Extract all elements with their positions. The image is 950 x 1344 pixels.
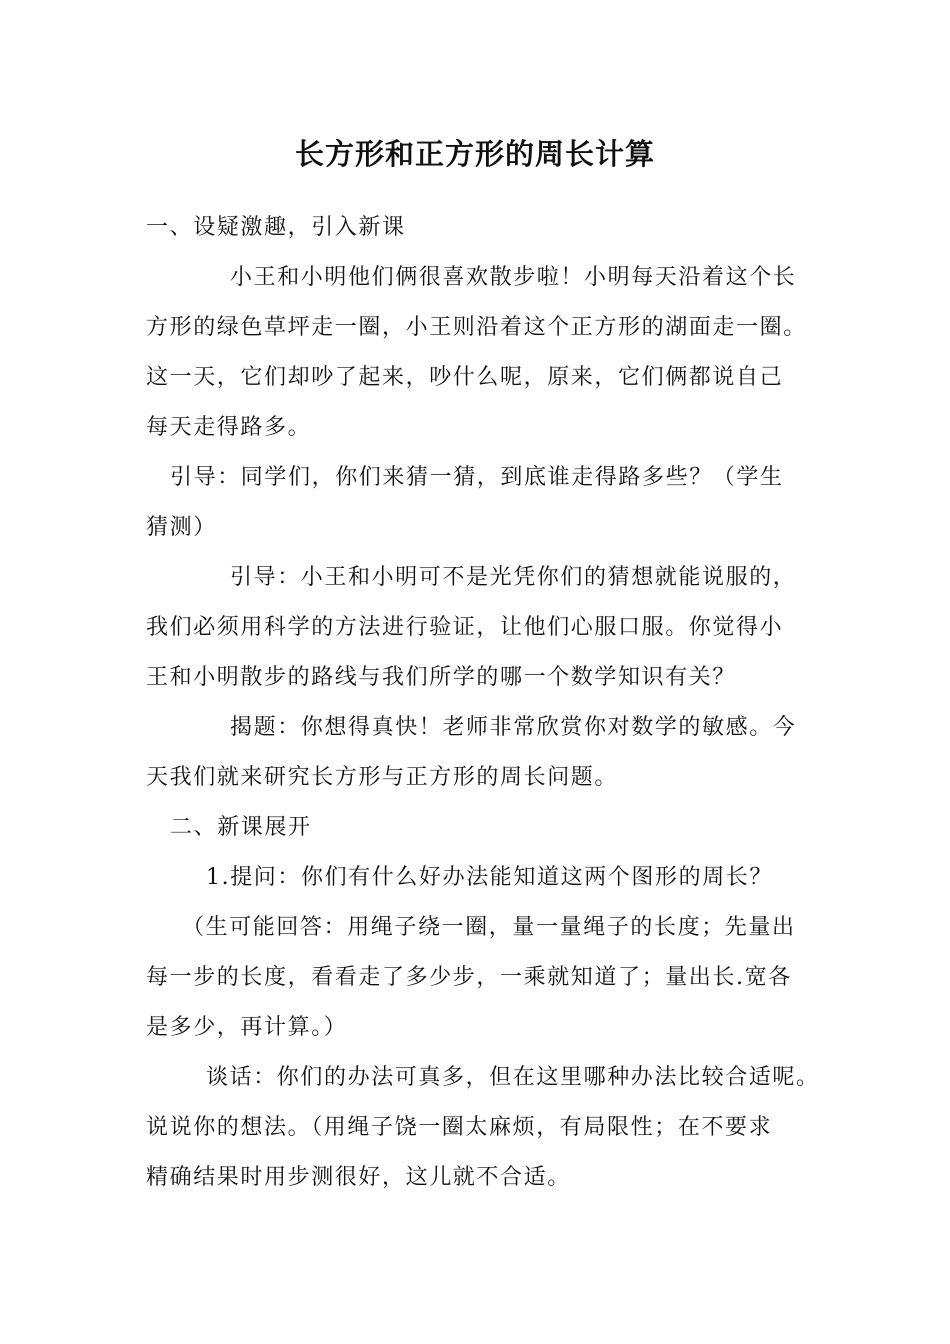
paragraph-line: 揭题：你想得真快！老师非常欣赏你对数学的敏感。今: [230, 715, 797, 740]
paragraph-line: 天我们就来研究长方形与正方形的周长问题。: [146, 765, 619, 790]
paragraph-line: 1.提问：你们有什么好办法能知道这两个图形的周长？: [206, 865, 773, 890]
paragraph-line: 每一步的长度，看看走了多少步，一乘就知道了；量出长.宽各: [146, 965, 792, 990]
paragraph-line: 是多少，再计算。）: [146, 1015, 348, 1040]
paragraph-line: 王和小明散步的路线与我们所学的哪一个数学知识有关？: [146, 665, 737, 690]
paragraph-line: 引导：小王和小明可不是光凭你们的猜想就能说服的，: [230, 565, 797, 590]
paragraph-line: （生可能回答：用绳子绕一圈，量一量绳子的长度；先量出: [182, 915, 796, 940]
paragraph-line: 每天走得路多。: [146, 415, 312, 440]
paragraph-line: 小王和小明他们俩很喜欢散步啦！小明每天沿着这个长: [230, 265, 797, 290]
paragraph-line: 猜测）: [146, 515, 217, 540]
section-heading-1: 一、设疑激趣，引入新课: [146, 215, 406, 240]
paragraph-line: 精确结果时用步测很好，这儿就不合适。: [146, 1165, 571, 1190]
paragraph-line: 这一天，它们却吵了起来，吵什么呢，原来，它们俩都说自己: [146, 365, 784, 390]
paragraph-line: 说说你的想法。（用绳子饶一圈太麻烦，有局限性；在不要求: [146, 1115, 773, 1140]
paragraph-line: 谈话：你们的办法可真多，但在这里哪种办法比较合适呢。: [206, 1065, 820, 1090]
paragraph-line: 我们必须用科学的方法进行验证，让他们心服口服。你觉得小: [146, 615, 784, 640]
paragraph-line: 引导：同学们，你们来猜一猜，到底谁走得路多些？（学生: [170, 465, 784, 490]
paragraph-line: 方形的绿色草坪走一圈，小王则沿着这个正方形的湖面走一圈。: [146, 315, 807, 340]
section-heading-2: 二、新课展开: [170, 815, 312, 840]
document-title: 长方形和正方形的周长计算: [294, 137, 655, 171]
